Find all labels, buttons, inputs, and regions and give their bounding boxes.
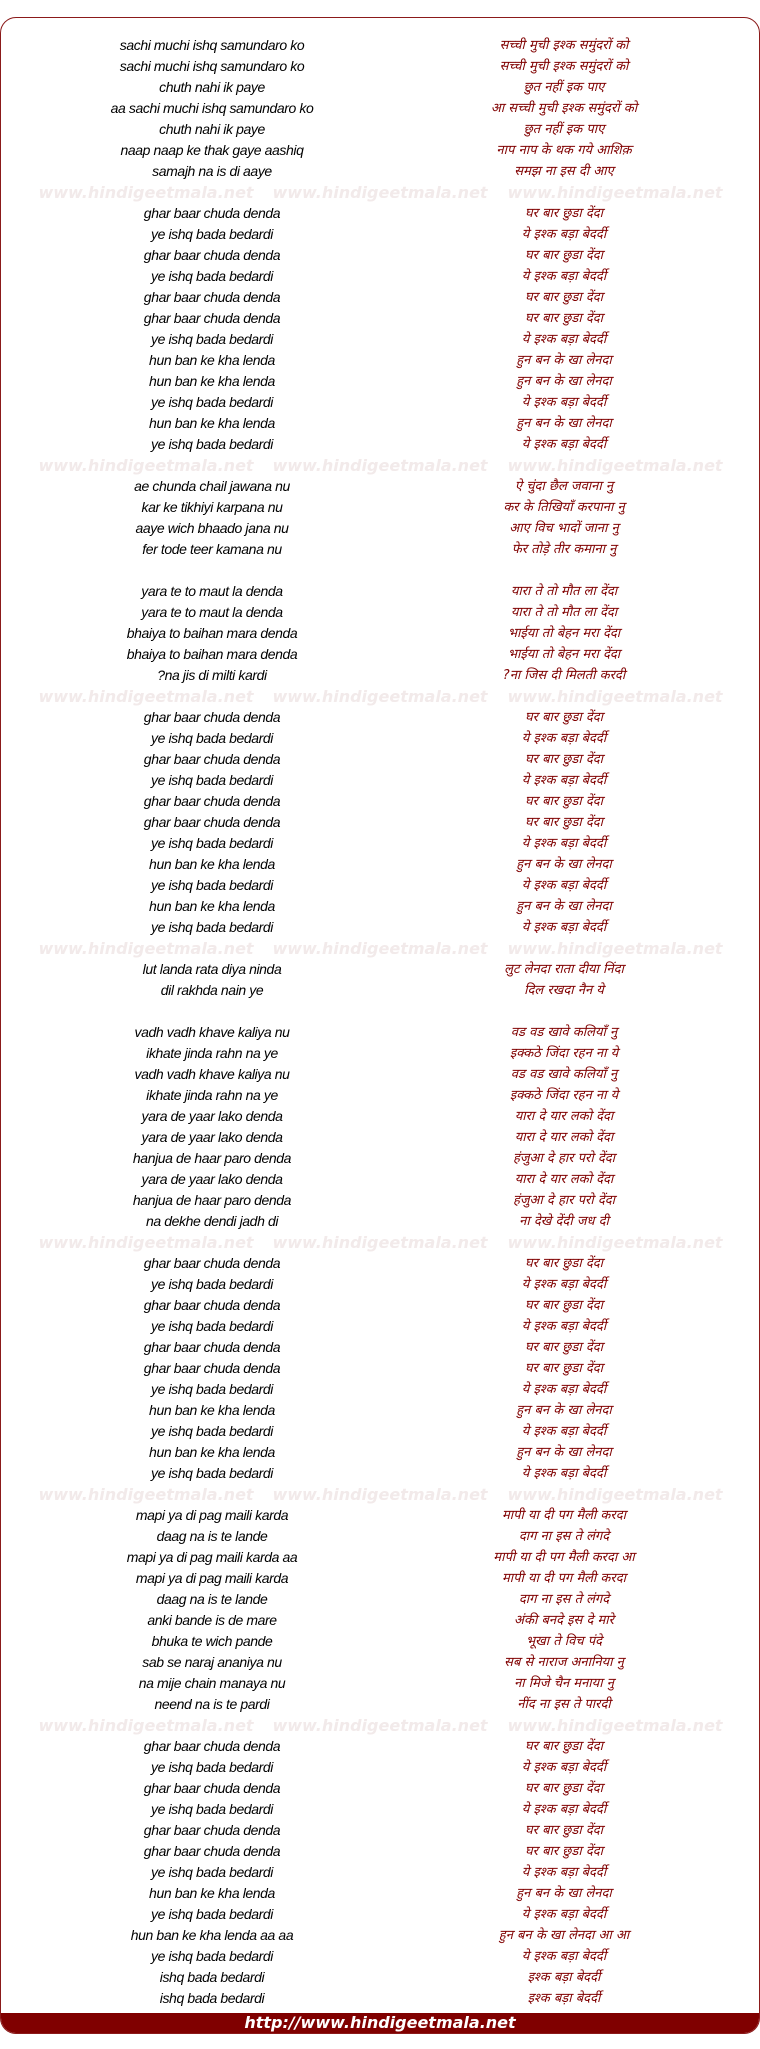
lyric-row [1, 896, 759, 917]
lyric-row [1, 287, 759, 308]
lyric-roman: ye ishq bada bedardi [151, 730, 273, 746]
lyric-roman: naap naap ke thak gaye aashiq [120, 142, 304, 158]
watermark-row [1, 455, 759, 476]
lyric-hindi: ना मिजे चैन मनाया नु [514, 1676, 614, 1691]
lyric-hindi: दाग ना इस ते लंगदे [518, 1529, 610, 1544]
watermark-row [1, 182, 759, 203]
lyric-roman: anki bande is de mare [147, 1612, 277, 1628]
lyric-hindi: ये इश्क बड़ा बेदर्दी [521, 773, 607, 788]
lyric-row [1, 1463, 759, 1484]
lyric-hindi: घर बार छुडा देंदा [524, 1256, 604, 1271]
lyric-row [1, 98, 759, 119]
lyric-hindi: हुन बन के खा लेनदा [516, 374, 612, 389]
watermark-text: www.hindigeetmala.net [507, 456, 723, 475]
watermark-text: www.hindigeetmala.net [507, 183, 723, 202]
lyric-row [1, 1043, 759, 1064]
lyric-roman: ghar baar chuda denda [143, 1822, 281, 1838]
lyric-hindi: ये इश्क बड़ा बेदर्दी [521, 1382, 607, 1397]
lyric-roman: ye ishq bada bedardi [151, 1276, 273, 1292]
watermark-text: www.hindigeetmala.net [38, 183, 254, 202]
lyric-row [1, 1379, 759, 1400]
lyric-roman: chuth nahi ik paye [159, 121, 265, 137]
lyric-roman: kar ke tikhiyi karpana nu [141, 499, 283, 515]
site-link[interactable]: http://www.hindigeetmala.net [244, 2013, 516, 2032]
lyric-hindi: यारा ते तो मौत ला देंदा [510, 605, 618, 620]
lyric-roman: bhaiya to baihan mara denda [126, 625, 298, 641]
lyric-roman: ghar baar chuda denda [143, 751, 281, 767]
lyric-hindi: घर बार छुडा देंदा [524, 794, 604, 809]
lyric-roman: ye ishq bada bedardi [151, 877, 273, 893]
lyric-row [1, 350, 759, 371]
lyric-row [1, 791, 759, 812]
lyric-roman: ye ishq bada bedardi [151, 1906, 273, 1922]
lyric-hindi: मापी या दी पग मैली करदा आ [493, 1550, 635, 1565]
lyric-hindi: छुत नहीं इक पाए [523, 122, 605, 137]
lyric-row [1, 1106, 759, 1127]
lyric-hindi: इक्कठे जिंदा रहन ना ये [509, 1046, 619, 1061]
lyric-roman: mapi ya di pag maili karda [135, 1570, 289, 1586]
lyric-roman: sachi muchi ishq samundaro ko [119, 58, 305, 74]
lyric-hindi: घर बार छुडा देंदा [524, 1844, 604, 1859]
lyric-hindi: यारा दे यार लको देंदा [514, 1130, 614, 1145]
lyric-row [1, 959, 759, 980]
lyric-hindi: ये इश्क बड़ा बेदर्दी [521, 920, 607, 935]
lyric-row [1, 1064, 759, 1085]
lyric-row [1, 1211, 759, 1232]
watermark-text: www.hindigeetmala.net [507, 687, 723, 706]
watermark-text: www.hindigeetmala.net [272, 456, 488, 475]
lyric-row [1, 1967, 759, 1988]
lyric-row [1, 329, 759, 350]
lyric-row [1, 539, 759, 560]
lyric-row [1, 1127, 759, 1148]
watermark-text: www.hindigeetmala.net [272, 1233, 488, 1252]
lyric-roman: hun ban ke kha lenda [149, 1402, 275, 1418]
lyric-roman: ye ishq bada bedardi [151, 1759, 273, 1775]
lyric-row [1, 1085, 759, 1106]
watermark-text: www.hindigeetmala.net [272, 183, 488, 202]
lyric-hindi: घर बार छुडा देंदा [524, 1823, 604, 1838]
lyric-row [1, 707, 759, 728]
lyric-roman: chuth nahi ik paye [159, 79, 265, 95]
lyric-hindi: घर बार छुडा देंदा [524, 1739, 604, 1754]
lyric-hindi: हुन बन के खा लेनदा [516, 1886, 612, 1901]
lyric-roman: hanjua de haar paro denda [132, 1150, 292, 1166]
lyric-roman: ye ishq bada bedardi [151, 394, 273, 410]
lyric-hindi: वड वड खावे कलियाँ नु [510, 1025, 618, 1040]
lyric-hindi: ऐ चुंदा छैल जवाना नु [514, 479, 614, 494]
lyric-roman: bhaiya to baihan mara denda [126, 646, 298, 662]
lyric-roman: ye ishq bada bedardi [151, 919, 273, 935]
lyric-roman: hun ban ke kha lenda aa aa [130, 1927, 294, 1943]
watermark-row [1, 1484, 759, 1505]
watermark-row [1, 938, 759, 959]
lyric-hindi: हुन बन के खा लेनदा [516, 416, 612, 431]
lyric-roman: hun ban ke kha lenda [149, 415, 275, 431]
lyric-roman: ishq bada bedardi [159, 1990, 265, 2006]
lyric-hindi: सब से नाराज अनानिया नु [504, 1655, 624, 1670]
lyric-roman: ghar baar chuda denda [143, 793, 281, 809]
lyric-row [1, 1295, 759, 1316]
lyric-row [1, 35, 759, 56]
lyric-hindi: ये इश्क बड़ा बेदर्दी [521, 836, 607, 851]
lyric-row [1, 1652, 759, 1673]
lyric-roman: ghar baar chuda denda [143, 709, 281, 725]
lyric-row [1, 1673, 759, 1694]
lyric-hindi: हुन बन के खा लेनदा [516, 1445, 612, 1460]
lyric-row [1, 1253, 759, 1274]
lyric-hindi: घर बार छुडा देंदा [524, 1340, 604, 1355]
lyric-row [1, 1610, 759, 1631]
watermark-row [1, 686, 759, 707]
lyric-hindi: हुन बन के खा लेनदा [516, 857, 612, 872]
lyric-row [1, 1841, 759, 1862]
lyric-hindi: यारा दे यार लको देंदा [514, 1109, 614, 1124]
lyrics-table [1, 35, 759, 2009]
lyric-row [1, 1505, 759, 1526]
footer-bar [1, 2013, 759, 2033]
lyric-row [1, 56, 759, 77]
lyric-hindi: दाग ना इस ते लंगदे [518, 1592, 610, 1607]
lyric-row [1, 812, 759, 833]
lyric-row [1, 1169, 759, 1190]
lyric-roman: sachi muchi ishq samundaro ko [119, 37, 305, 53]
lyric-roman: ghar baar chuda denda [143, 1360, 281, 1376]
lyric-row [1, 518, 759, 539]
watermark-text: www.hindigeetmala.net [507, 1485, 723, 1504]
watermark-text: www.hindigeetmala.net [38, 939, 254, 958]
lyric-roman: ye ishq bada bedardi [151, 331, 273, 347]
lyric-row [1, 1337, 759, 1358]
lyric-hindi: फेर तोड़े तीर कमाना नु [511, 542, 617, 557]
blank-row [1, 560, 759, 581]
lyric-row [1, 1274, 759, 1295]
watermark-text: www.hindigeetmala.net [507, 939, 723, 958]
lyric-roman: yara de yaar lako denda [141, 1108, 283, 1124]
lyric-roman: yara de yaar lako denda [141, 1171, 283, 1187]
lyric-roman: sab se naraj ananiya nu [142, 1654, 282, 1670]
lyric-roman: ghar baar chuda denda [143, 1780, 281, 1796]
watermark-text: www.hindigeetmala.net [38, 456, 254, 475]
lyric-hindi: मापी या दी पग मैली करदा [502, 1508, 626, 1523]
lyric-roman: ye ishq bada bedardi [151, 1801, 273, 1817]
lyric-row [1, 413, 759, 434]
lyric-hindi: ये इश्क बड़ा बेदर्दी [521, 1907, 607, 1922]
lyric-row [1, 1568, 759, 1589]
lyric-roman: vadh vadh khave kaliya nu [134, 1066, 290, 1082]
watermark-row [1, 1232, 759, 1253]
lyric-row [1, 1526, 759, 1547]
lyric-roman: ye ishq bada bedardi [151, 1318, 273, 1334]
lyric-roman: ghar baar chuda denda [143, 289, 281, 305]
lyric-hindi: अंकी बनदे इस दे मारे [514, 1613, 614, 1628]
lyric-row [1, 1736, 759, 1757]
lyric-roman: ?na jis di milti kardi [157, 667, 267, 683]
lyric-roman: ye ishq bada bedardi [151, 835, 273, 851]
blank-row [1, 1001, 759, 1022]
lyric-roman: ikhate jinda rahn na ye [146, 1045, 278, 1061]
lyric-row [1, 1148, 759, 1169]
lyric-hindi: यारा ते तो मौत ला देंदा [510, 584, 618, 599]
lyric-hindi: ये इश्क बड़ा बेदर्दी [521, 1802, 607, 1817]
lyric-row [1, 1631, 759, 1652]
lyric-hindi: समझ ना इस दी आए [514, 164, 614, 179]
watermark-text: www.hindigeetmala.net [507, 1716, 723, 1735]
lyric-hindi: इश्क बड़ा बेदर्दी [527, 1991, 601, 2006]
lyric-hindi: ये इश्क बड़ा बेदर्दी [521, 1949, 607, 1964]
lyric-row [1, 224, 759, 245]
lyric-row [1, 1778, 759, 1799]
lyric-hindi: ये इश्क बड़ा बेदर्दी [521, 395, 607, 410]
lyric-row [1, 1589, 759, 1610]
lyric-roman: ishq bada bedardi [159, 1969, 265, 1985]
lyric-row [1, 854, 759, 875]
lyric-hindi: ये इश्क बड़ा बेदर्दी [521, 878, 607, 893]
lyric-roman: hun ban ke kha lenda [149, 898, 275, 914]
lyric-row [1, 203, 759, 224]
lyric-row [1, 392, 759, 413]
lyric-row [1, 1757, 759, 1778]
lyric-row [1, 266, 759, 287]
lyric-row [1, 665, 759, 686]
lyric-hindi: ये इश्क बड़ा बेदर्दी [521, 1424, 607, 1439]
lyric-row [1, 581, 759, 602]
lyric-roman: bhuka te wich pande [151, 1633, 273, 1649]
lyric-hindi: घर बार छुडा देंदा [524, 206, 604, 221]
lyric-hindi: ना देखे देंदी जध दी [519, 1214, 609, 1229]
watermark-text: www.hindigeetmala.net [38, 687, 254, 706]
watermark-text: www.hindigeetmala.net [38, 1716, 254, 1735]
lyric-hindi: हुन बन के खा लेनदा [516, 353, 612, 368]
lyric-roman: daag na is te lande [156, 1528, 268, 1544]
lyric-hindi: ?ना जिस दी मिलती करदी [502, 668, 626, 683]
lyric-roman: hun ban ke kha lenda [149, 352, 275, 368]
lyric-hindi: आए विच भादों जाना नु [509, 521, 619, 536]
watermark-text: www.hindigeetmala.net [507, 1233, 723, 1252]
watermark-text: www.hindigeetmala.net [38, 1485, 254, 1504]
lyric-row [1, 119, 759, 140]
lyric-hindi: घर बार छुडा देंदा [524, 710, 604, 725]
lyric-hindi: हंजुआ दे हार परो देंदा [512, 1151, 616, 1166]
lyric-roman: lut landa rata diya ninda [142, 961, 282, 977]
watermark-text: www.hindigeetmala.net [272, 939, 488, 958]
lyric-hindi: घर बार छुडा देंदा [524, 248, 604, 263]
lyric-roman: hun ban ke kha lenda [149, 1444, 275, 1460]
lyric-roman: aa sachi muchi ishq samundaro ko [110, 100, 314, 116]
lyric-hindi: घर बार छुडा देंदा [524, 311, 604, 326]
lyric-hindi: नींद ना इस ते पारदी [517, 1697, 611, 1712]
lyric-row [1, 1421, 759, 1442]
lyric-row [1, 1883, 759, 1904]
lyric-hindi: ये इश्क बड़ा बेदर्दी [521, 1277, 607, 1292]
lyric-row [1, 371, 759, 392]
lyric-hindi: ये इश्क बड़ा बेदर्दी [521, 332, 607, 347]
lyric-roman: dil rakhda nain ye [160, 982, 264, 998]
lyric-roman: ye ishq bada bedardi [151, 1948, 273, 1964]
watermark-text: www.hindigeetmala.net [272, 687, 488, 706]
lyric-roman: aaye wich bhaado jana nu [135, 520, 289, 536]
lyric-hindi: भाईया तो बेहन मरा देंदा [507, 626, 621, 641]
lyric-row [1, 1925, 759, 1946]
lyric-hindi: ये इश्क बड़ा बेदर्दी [521, 269, 607, 284]
lyric-roman: ghar baar chuda denda [143, 1738, 281, 1754]
lyric-roman: hun ban ke kha lenda [149, 1885, 275, 1901]
lyric-roman: hun ban ke kha lenda [149, 373, 275, 389]
lyric-hindi: नाप नाप के थक गये आशिक़ [496, 143, 632, 158]
lyric-hindi: इक्कठे जिंदा रहन ना ये [509, 1088, 619, 1103]
lyric-row [1, 1190, 759, 1211]
lyric-roman: yara de yaar lako denda [141, 1129, 283, 1145]
lyric-hindi: घर बार छुडा देंदा [524, 752, 604, 767]
lyric-row [1, 833, 759, 854]
lyric-hindi: हुन बन के खा लेनदा आ आ [498, 1928, 630, 1943]
lyric-roman: ye ishq bada bedardi [151, 1423, 273, 1439]
lyric-row [1, 749, 759, 770]
lyric-row [1, 434, 759, 455]
lyric-row [1, 140, 759, 161]
lyric-roman: ye ishq bada bedardi [151, 772, 273, 788]
lyric-row [1, 161, 759, 182]
lyric-row [1, 308, 759, 329]
lyric-row [1, 1862, 759, 1883]
lyric-roman: vadh vadh khave kaliya nu [134, 1024, 290, 1040]
lyric-hindi: घर बार छुडा देंदा [524, 1781, 604, 1796]
lyric-hindi: घर बार छुडा देंदा [524, 290, 604, 305]
lyric-hindi: दिल रखदा नैन ये [524, 983, 604, 998]
lyric-row [1, 497, 759, 518]
lyric-roman: mapi ya di pag maili karda [135, 1507, 289, 1523]
lyric-hindi: हुन बन के खा लेनदा [516, 1403, 612, 1418]
lyric-hindi: ये इश्क बड़ा बेदर्दी [521, 1466, 607, 1481]
lyric-roman: ghar baar chuda denda [143, 1843, 281, 1859]
watermark-text: www.hindigeetmala.net [272, 1485, 488, 1504]
lyric-row [1, 917, 759, 938]
lyric-hindi: वड वड खावे कलियाँ नु [510, 1067, 618, 1082]
lyric-row [1, 1022, 759, 1043]
lyric-roman: ae chunda chail jawana nu [134, 478, 290, 494]
lyrics-container [0, 17, 760, 2034]
lyric-row [1, 77, 759, 98]
lyric-hindi: भूखा ते विच पंदे [525, 1634, 603, 1649]
lyric-hindi: सच्ची मुची इश्क समुंदरों को [499, 38, 629, 53]
lyric-roman: mapi ya di pag maili karda aa [126, 1549, 298, 1565]
lyric-roman: ye ishq bada bedardi [151, 1465, 273, 1481]
lyric-roman: ghar baar chuda denda [143, 1255, 281, 1271]
lyric-hindi: हंजुआ दे हार परो देंदा [512, 1193, 616, 1208]
lyric-roman: daag na is te lande [156, 1591, 268, 1607]
lyric-hindi: छुत नहीं इक पाए [523, 80, 605, 95]
lyric-row [1, 1358, 759, 1379]
lyric-roman: ghar baar chuda denda [143, 1297, 281, 1313]
lyric-hindi: हुन बन के खा लेनदा [516, 899, 612, 914]
lyric-hindi: ये इश्क बड़ा बेदर्दी [521, 1760, 607, 1775]
lyric-row [1, 728, 759, 749]
lyric-hindi: लुट लेनदा राता दीया निंदा [504, 962, 624, 977]
lyric-roman: ye ishq bada bedardi [151, 436, 273, 452]
lyric-roman: hanjua de haar paro denda [132, 1192, 292, 1208]
lyric-hindi: इश्क बड़ा बेदर्दी [527, 1970, 601, 1985]
lyric-hindi: सच्ची मुची इश्क समुंदरों को [499, 59, 629, 74]
lyric-roman: ye ishq bada bedardi [151, 268, 273, 284]
lyric-roman: na mije chain manaya nu [138, 1675, 286, 1691]
lyric-row [1, 1820, 759, 1841]
lyric-roman: ye ishq bada bedardi [151, 1381, 273, 1397]
lyric-hindi: यारा दे यार लको देंदा [514, 1172, 614, 1187]
lyric-roman: ghar baar chuda denda [143, 205, 281, 221]
lyric-row [1, 1442, 759, 1463]
lyric-hindi: ये इश्क बड़ा बेदर्दी [521, 227, 607, 242]
lyric-row [1, 602, 759, 623]
lyric-row [1, 1799, 759, 1820]
lyric-row [1, 1946, 759, 1967]
lyric-row [1, 875, 759, 896]
lyric-row [1, 980, 759, 1001]
lyric-roman: ikhate jinda rahn na ye [146, 1087, 278, 1103]
lyric-roman: neend na is te pardi [154, 1696, 270, 1712]
watermark-text: www.hindigeetmala.net [272, 1716, 488, 1735]
lyric-hindi: आ सच्ची मुची इश्क समुंदरों को [490, 101, 638, 116]
lyric-roman: samajh na is di aaye [152, 163, 272, 179]
lyric-roman: hun ban ke kha lenda [149, 856, 275, 872]
lyric-roman: yara te to maut la denda [141, 583, 283, 599]
lyric-hindi: ये इश्क बड़ा बेदर्दी [521, 731, 607, 746]
lyric-row [1, 1316, 759, 1337]
lyric-hindi: घर बार छुडा देंदा [524, 1298, 604, 1313]
lyric-hindi: भाईया तो बेहन मरा देंदा [507, 647, 621, 662]
lyric-hindi: घर बार छुडा देंदा [524, 815, 604, 830]
lyric-row [1, 644, 759, 665]
lyric-hindi: घर बार छुडा देंदा [524, 1361, 604, 1376]
lyric-row [1, 476, 759, 497]
lyric-row [1, 1904, 759, 1925]
lyric-hindi: ये इश्क बड़ा बेदर्दी [521, 1865, 607, 1880]
lyric-hindi: ये इश्क बड़ा बेदर्दी [521, 1319, 607, 1334]
lyric-roman: ghar baar chuda denda [143, 814, 281, 830]
lyric-hindi: कर के तिखियाँ करपाना नु [503, 500, 625, 515]
lyric-row [1, 1547, 759, 1568]
lyric-roman: yara te to maut la denda [141, 604, 283, 620]
lyric-roman: ghar baar chuda denda [143, 310, 281, 326]
lyric-roman: ye ishq bada bedardi [151, 1864, 273, 1880]
lyric-roman: fer tode teer kamana nu [142, 541, 282, 557]
lyric-hindi: ये इश्क बड़ा बेदर्दी [521, 437, 607, 452]
lyric-roman: ghar baar chuda denda [143, 247, 281, 263]
lyric-row [1, 770, 759, 791]
lyric-hindi: मापी या दी पग मैली करदा [502, 1571, 626, 1586]
lyric-row [1, 1988, 759, 2009]
lyric-row [1, 1400, 759, 1421]
lyric-row [1, 1694, 759, 1715]
lyric-row [1, 245, 759, 266]
watermark-row [1, 1715, 759, 1736]
lyric-row [1, 623, 759, 644]
lyric-roman: ghar baar chuda denda [143, 1339, 281, 1355]
lyric-roman: ye ishq bada bedardi [151, 226, 273, 242]
lyric-roman: na dekhe dendi jadh di [145, 1213, 279, 1229]
watermark-text: www.hindigeetmala.net [38, 1233, 254, 1252]
